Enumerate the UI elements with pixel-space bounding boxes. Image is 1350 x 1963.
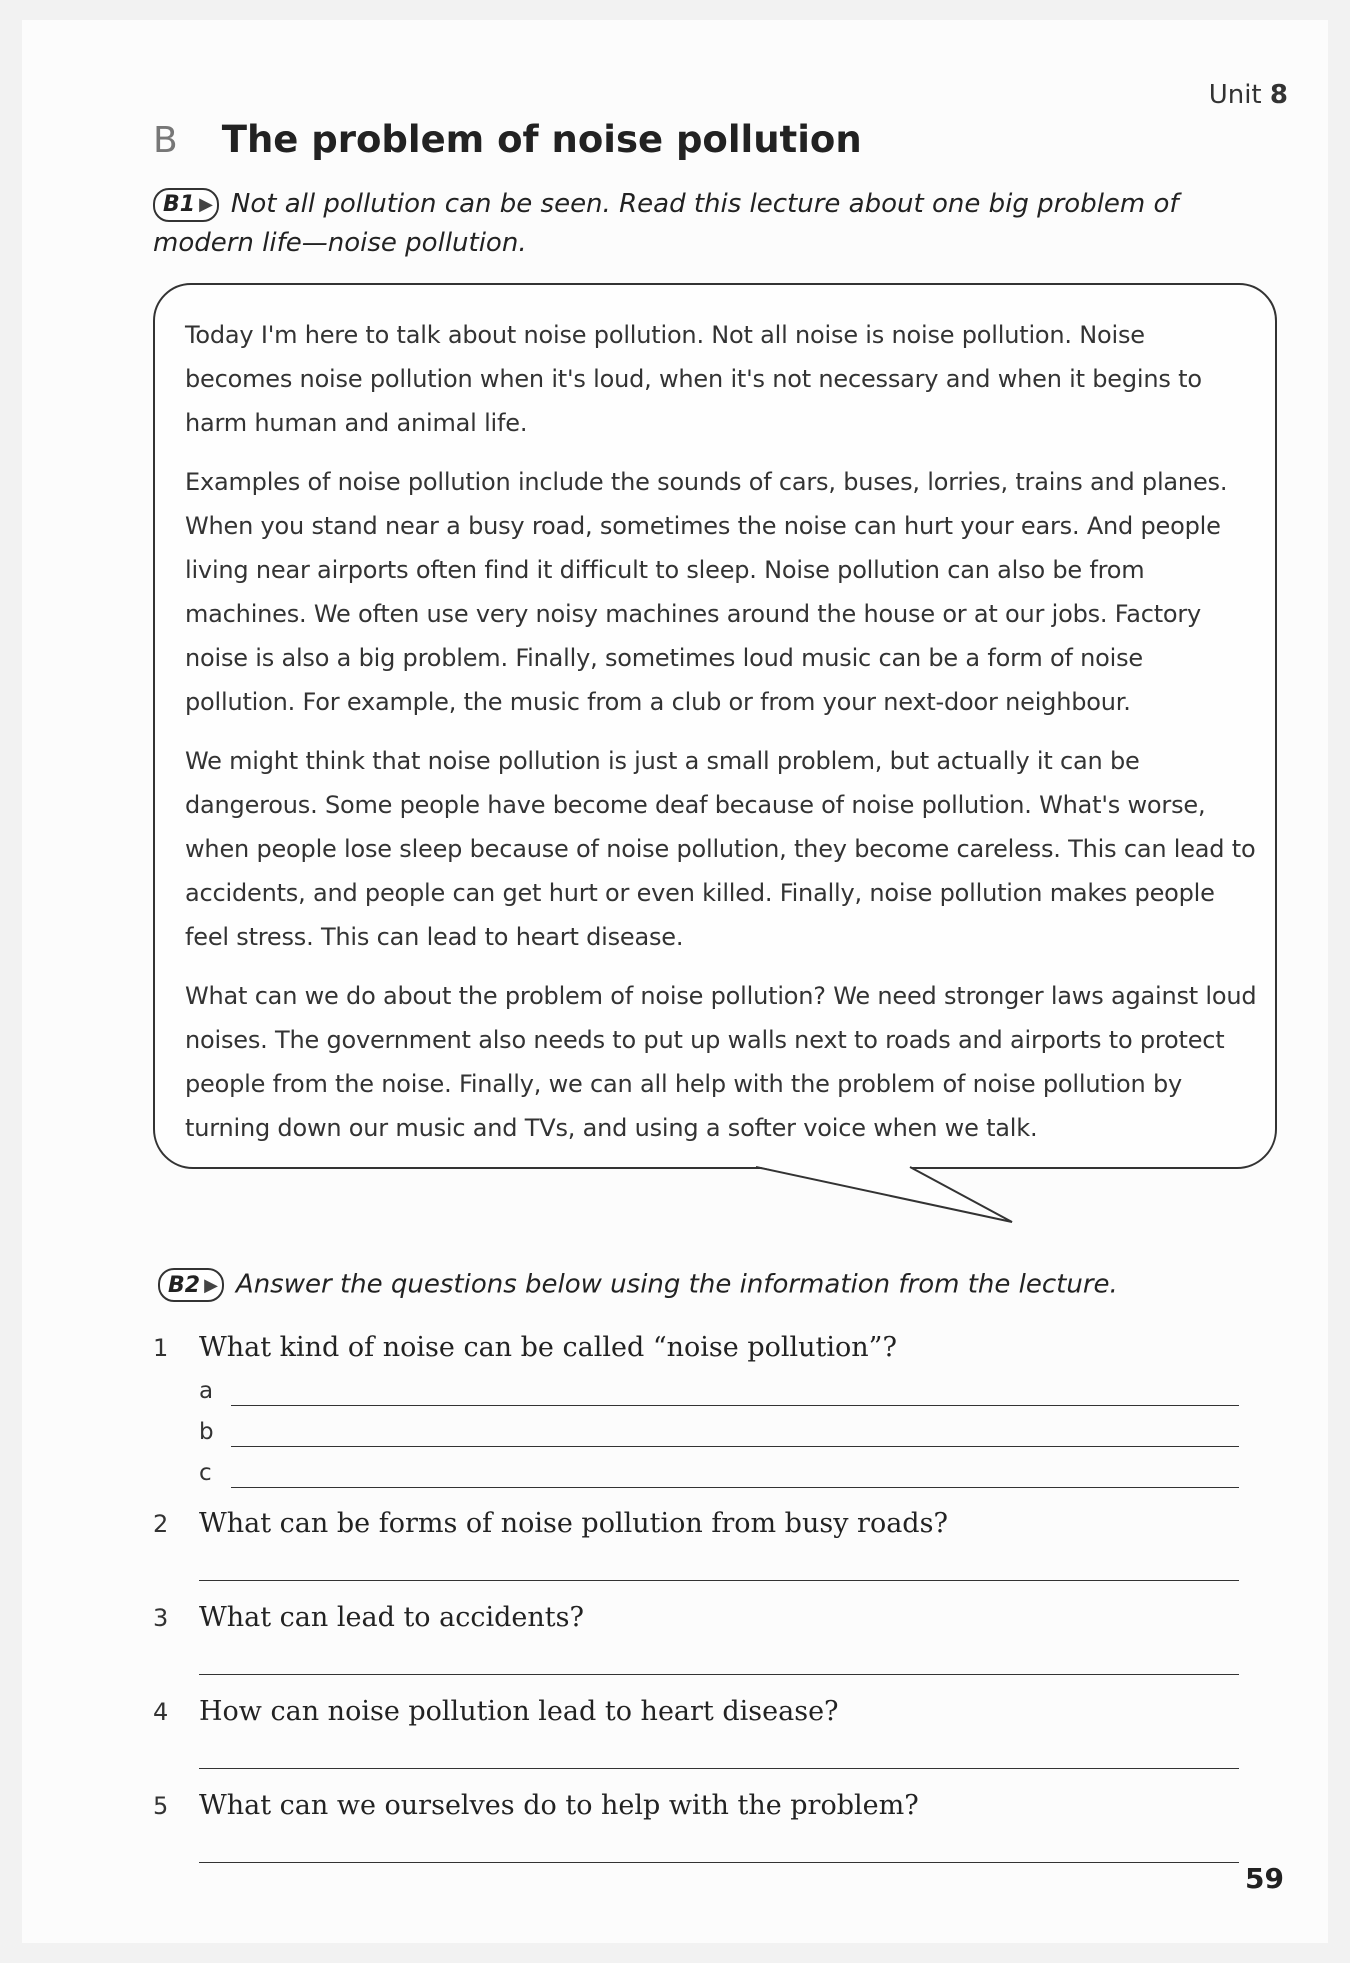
answer-line-5[interactable] [199,1862,1239,1863]
lecture-paragraph: What can we do about the problem of noise pollution? We need stronger laws against loud noises. The government also needs to put up walls next to roads and airports to protect people from the noise. Finally, we can all help with the problem of noise pollution by turning down our music and TVs, and using a softer voice when we talk. [185,982,1257,1142]
question-number: 3 [153,1604,169,1632]
answer-line[interactable] [231,1418,1239,1447]
question-number: 2 [153,1510,169,1538]
question-number: 4 [153,1698,169,1726]
section-letter: B [153,120,178,161]
page-number: 59 [1245,1862,1284,1895]
question-2 [153,1508,948,1539]
question-4 [153,1696,839,1727]
b1-badge: B1 ▶ [153,188,219,222]
lecture-speech-bubble [153,283,1277,1169]
unit-number: 8 [1269,80,1288,110]
answer-field-1a[interactable] [199,1372,1239,1406]
question-3 [153,1602,584,1633]
b2-instruction-block [158,1268,1258,1302]
question-text: What can we ourselves do to help with the problem? [199,1790,919,1821]
b2-instruction: Answer the questions below using the information from the lecture. [235,1269,1118,1300]
question-text: What kind of noise can be called “noise pollution”? [199,1332,897,1363]
sub-letter: c [199,1460,212,1486]
answer-field-1c[interactable] [199,1454,1239,1488]
answer-line[interactable] [231,1459,1239,1488]
question-number: 1 [153,1334,169,1362]
b1-instruction-block [153,185,1213,263]
unit-label: Unit 8 [1208,80,1288,110]
lecture-text [185,313,1259,1165]
answer-line-4[interactable] [199,1768,1239,1769]
section-heading [153,118,862,161]
question-1 [153,1332,897,1363]
answer-line-3[interactable] [199,1674,1239,1675]
play-triangle-icon: ▶ [204,1274,218,1296]
question-text: How can noise pollution lead to heart disease? [199,1696,839,1727]
answer-field-1b[interactable] [199,1413,1239,1447]
lecture-paragraph: We might think that noise pollution is just a small problem, but actually it can be dangerous. Some people have become deaf because of noise pollution. What's worse, when people lose sleep because of noise pollution, they become careless. This can lead to accidents, and people can get hurt or even killed. Finally, noise pollution makes people feel stress. This can lead to heart disease. [185,747,1256,951]
b2-badge: B2 ▶ [158,1268,224,1302]
play-triangle-icon: ▶ [199,194,213,215]
question-number: 5 [153,1792,169,1820]
section-title: The problem of noise pollution [221,118,862,161]
answer-line[interactable] [231,1377,1239,1406]
lecture-paragraph: Today I'm here to talk about noise pollution. Not all noise is noise pollution. Noise becomes noise pollution when it's loud, when it's not necessary and when it begins to harm human and animal life. [185,321,1202,437]
question-text: What can lead to accidents? [199,1602,584,1633]
question-5 [153,1790,919,1821]
answer-line-2[interactable] [199,1580,1239,1581]
b1-instruction: Not all pollution can be seen. Read this lecture about one big problem of modern life—noise pollution. [153,189,1179,258]
sub-letter: b [199,1419,214,1445]
sub-letter: a [199,1378,214,1404]
question-text: What can be forms of noise pollution from busy roads? [199,1508,948,1539]
lecture-paragraph: Examples of noise pollution include the sounds of cars, buses, lorries, trains and planes. When you stand near a busy road, sometimes the noise can hurt your ears. And people living near airports often find it difficult to sleep. Noise pollution can also be from machines. We often use very noisy machines around the house or at our jobs. Factory noise is also a big problem. Finally, sometimes loud music can be a form of noise pollution. For example, the music from a club or from your next-door neighbour. [185,468,1228,716]
